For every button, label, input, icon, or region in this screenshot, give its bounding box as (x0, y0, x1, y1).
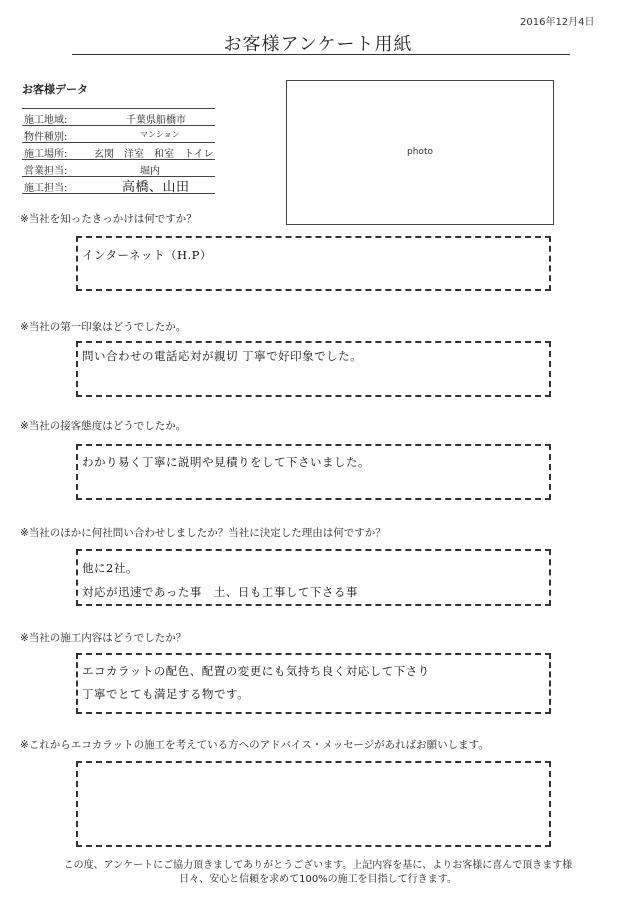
answer-box-5 (76, 653, 551, 714)
title-underline (72, 54, 570, 55)
value-property-type: マンション (140, 130, 180, 139)
row-location (22, 143, 215, 160)
question-5: ※当社の施工内容はどうでしたか？ (20, 632, 187, 644)
customer-data-table (22, 108, 215, 194)
survey-date: 2016年12月4日 (520, 17, 595, 28)
answer-box-4 (76, 549, 551, 606)
label-area: 施工地域: (24, 115, 68, 126)
value-sales-rep: 堀内 (140, 166, 160, 177)
answer-box-6 (76, 761, 551, 847)
value-installer: 高橋、山田 (122, 180, 190, 195)
answer-box-3 (76, 444, 551, 500)
label-installer: 施工担当: (24, 183, 68, 194)
row-property-type (22, 126, 215, 143)
page-title: お客様アンケート用紙 (223, 34, 413, 55)
question-2: ※当社の第一印象はどうでしたか。 (20, 321, 187, 333)
question-1: ※当社を知ったきっかけは何ですか？ (20, 213, 197, 225)
answer-4-line-2: 対応が迅速であった事 土、日も工事して下さる事 (82, 585, 358, 599)
question-3: ※当社の接客態度はどうでしたか。 (20, 420, 187, 432)
row-area (22, 109, 215, 126)
question-6: ※これからエコカラットの施工を考えている方へのアドバイス・メッセージがあればお願いします。 (20, 739, 489, 751)
photo-placeholder (286, 80, 554, 225)
question-4: ※当社のほかに何社問い合わせしましたか？当社に決定した理由は何ですか？ (20, 527, 386, 539)
row-sales-rep (22, 160, 215, 177)
answer-box-2 (76, 341, 551, 397)
answer-box-1 (76, 236, 551, 291)
answer-4-line-1: 他に2社。 (82, 561, 138, 575)
customer-data-heading: お客様データ (22, 83, 88, 96)
answer-2-line-1: 問い合わせの電話応対が親切 丁寧で好印象でした。 (82, 349, 363, 363)
answer-1-line-1: インターネット（H.P） (82, 248, 212, 262)
row-installer (22, 177, 215, 194)
label-sales-rep: 営業担当: (24, 166, 68, 177)
footer-line-1: この度、アンケートにご協力頂きましてありがとうございます。上記内容を基に、よりお客様に喜んで頂きます様 (63, 860, 573, 871)
value-area: 千葉県船橋市 (126, 115, 186, 126)
answer-5-line-1: エコカラットの配色、配置の変更にも気持ち良く対応して下さり (82, 664, 430, 678)
answer-5-line-2: 丁寧でとても満足する物です。 (82, 687, 250, 701)
value-location: 玄関 洋室 和室 トイレ (94, 149, 214, 160)
photo-label: photo (407, 147, 433, 157)
answer-3-line-1: わかり易く丁寧に説明や見積りをして下さいました。 (82, 455, 370, 469)
label-location: 施工場所: (24, 149, 68, 160)
footer-line-2: 日々、安心と信頼を求めて100%の施工を目指して行きます。 (179, 874, 457, 885)
label-property-type: 物件種別: (24, 132, 68, 143)
